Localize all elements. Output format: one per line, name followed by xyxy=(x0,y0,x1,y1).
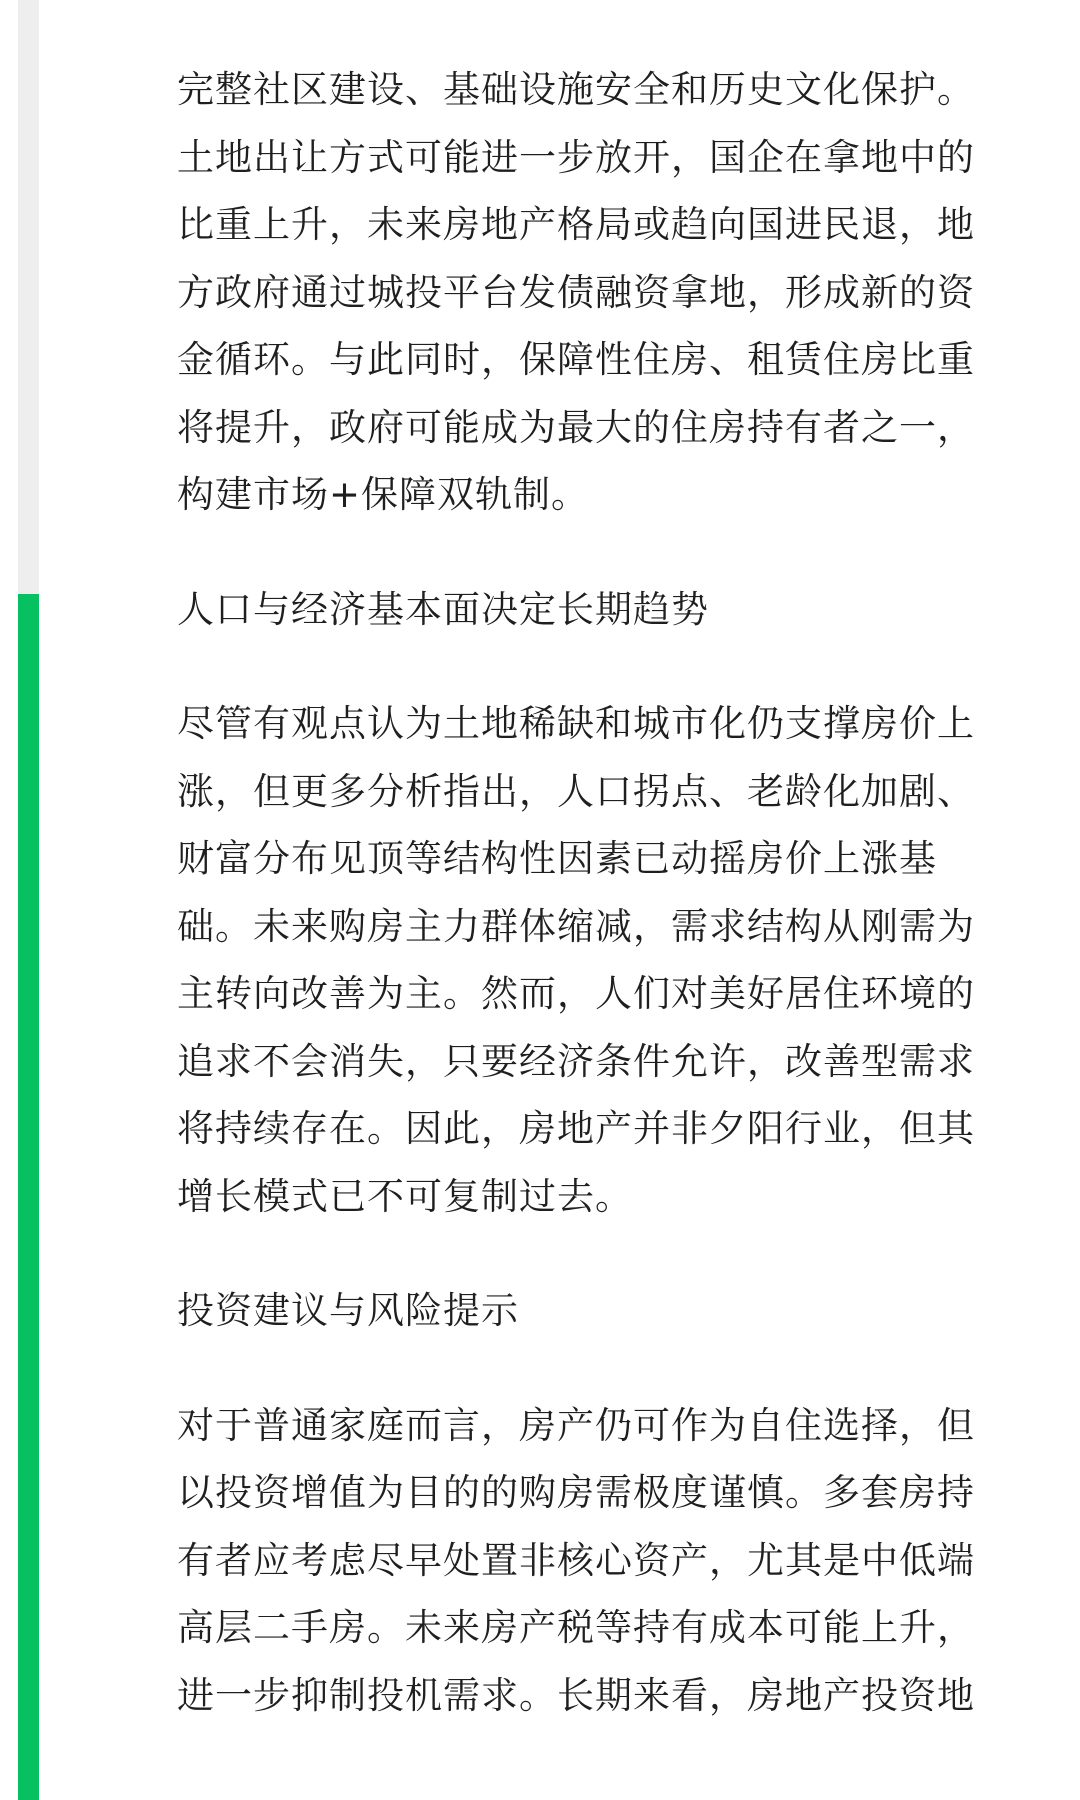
text-line: 以投资增值为目的的购房需极度谨慎。多套房持 xyxy=(177,1471,975,1514)
scroll-progress-track[interactable] xyxy=(18,0,39,1800)
article-paragraph xyxy=(177,56,1037,529)
section-heading xyxy=(177,1277,1037,1345)
text-line: 进一步抑制投机需求。长期来看，房地产投资地 xyxy=(177,1673,975,1717)
text-line: 金循环。与此同时，保障性住房、租赁住房比重 xyxy=(177,338,975,381)
text-line: 对于普通家庭而言，房产仍可作为自住选择，但 xyxy=(177,1403,975,1447)
text-line: 方政府通过城投平台发债融资拿地，形成新的资 xyxy=(177,270,975,314)
text-line: 将持续存在。因此，房地产并非夕阳行业，但其 xyxy=(177,1107,975,1150)
section-heading xyxy=(177,576,1037,644)
text-line: 将提升，政府可能成为最大的住房持有者之一， xyxy=(177,405,975,449)
article-paragraph xyxy=(177,690,1037,1230)
text-line: 有者应考虑尽早处置非核心资产，尤其是中低端 xyxy=(177,1538,975,1582)
text-line: 完整社区建设、基础设施安全和历史文化保护。 xyxy=(177,68,975,111)
text-line: 追求不会消失，只要经济条件允许，改善型需求 xyxy=(177,1039,975,1083)
text-line: 财富分布见顶等结构性因素已动摇房价上涨基 xyxy=(177,837,937,880)
article-paragraph xyxy=(177,1392,1037,1730)
text-line: 主转向改善为主。然而，人们对美好居住环境的 xyxy=(177,972,975,1015)
text-line: 础。未来购房主力群体缩减，需求结构从刚需为 xyxy=(177,904,975,948)
text-line: 构建市场+保障双轨制。 xyxy=(177,473,590,516)
text-line: 土地出让方式可能进一步放开，国企在拿地中的 xyxy=(177,135,975,179)
text-line: 尽管有观点认为土地稀缺和城市化仍支撑房价上 xyxy=(177,702,975,745)
text-line: 高层二手房。未来房产税等持有成本可能上升， xyxy=(177,1606,975,1649)
text-line: 涨，但更多分析指出，人口拐点、老龄化加剧、 xyxy=(177,769,975,813)
text-line: 比重上升，未来房地产格局或趋向国进民退，地 xyxy=(177,203,975,246)
text-line: 增长模式已不可复制过去。 xyxy=(177,1174,633,1218)
heading-text: 人口与经济基本面决定长期趋势 xyxy=(177,587,709,631)
scroll-progress-fill xyxy=(18,594,39,1800)
article-body xyxy=(177,56,1037,1776)
heading-text: 投资建议与风险提示 xyxy=(177,1289,519,1332)
